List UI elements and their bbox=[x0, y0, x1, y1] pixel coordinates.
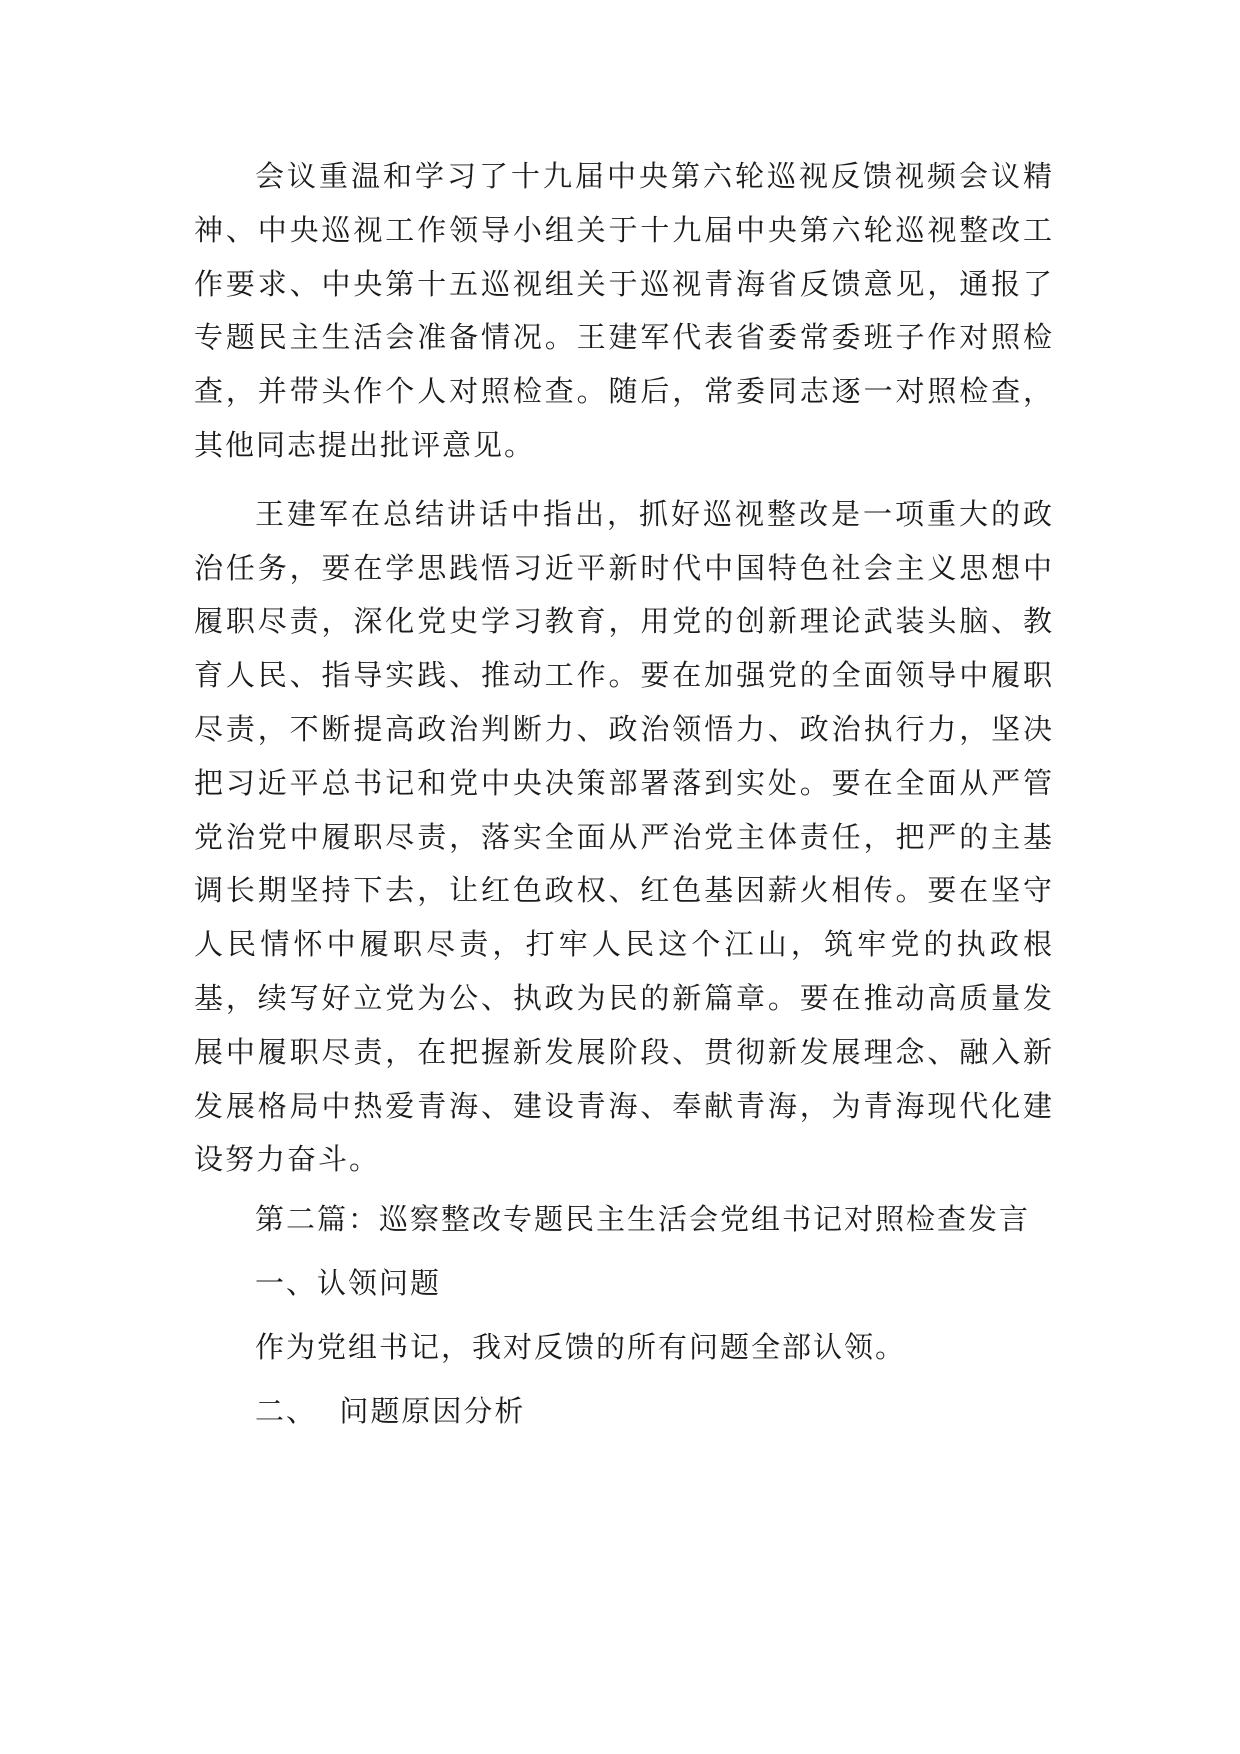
paragraph-meeting-summary: 会议重温和学习了十九届中央第六轮巡视反馈视频会议精神、中央巡视工作领导小组关于十九届中央第六轮巡视整改工作要求、中央第十五巡视组关于巡视青海省反馈意见，通报了专题民主生活会准备情况。王建军代表省委常委班子作对照检查，并带头作个人对照检查。随后，常委同志逐一对照检查，其他同志提出批评意见。 bbox=[194, 159, 1054, 462]
document-body bbox=[194, 150, 1054, 1438]
section-heading-2: 二、 问题原因分析 bbox=[255, 1393, 526, 1428]
section-text-1: 作为党组书记，我对反馈的所有问题全部认领。 bbox=[255, 1329, 907, 1364]
paragraph-closing-speech: 王建军在总结讲话中指出，抓好巡视整改是一项重大的政治任务，要在学思践悟习近平新时代中国特色社会主义思想中履职尽责，深化党史学习教育，用党的创新理论武装头脑、教育人民、指导实践、推动工作。要在加强党的全面领导中履职尽责，不断提高政治判断力、政治领悟力、政治执行力，坚决把习近平总书记和党中央决策部署落到实处。要在全面从严管党治党中履职尽责，落实全面从严治党主体责任，把严的主基调长期坚持下去，让红色政权、红色基因薪火相传。要在坚守人民情怀中履职尽责，打牢人民这个江山，筑牢党的执政根基，续写好立党为公、执政为民的新篇章。要在推动高质量发展中履职尽责，在把握新发展阶段、贯彻新发展理念、融入新发展格局中热爱青海、建设青海、奉献青海，为青海现代化建设努力奋斗。 bbox=[194, 496, 1054, 1177]
article-title: 第二篇：巡察整改专题民主生活会党组书记对照检查发言 bbox=[255, 1202, 1031, 1237]
section-heading-1: 一、认领问题 bbox=[255, 1265, 442, 1300]
